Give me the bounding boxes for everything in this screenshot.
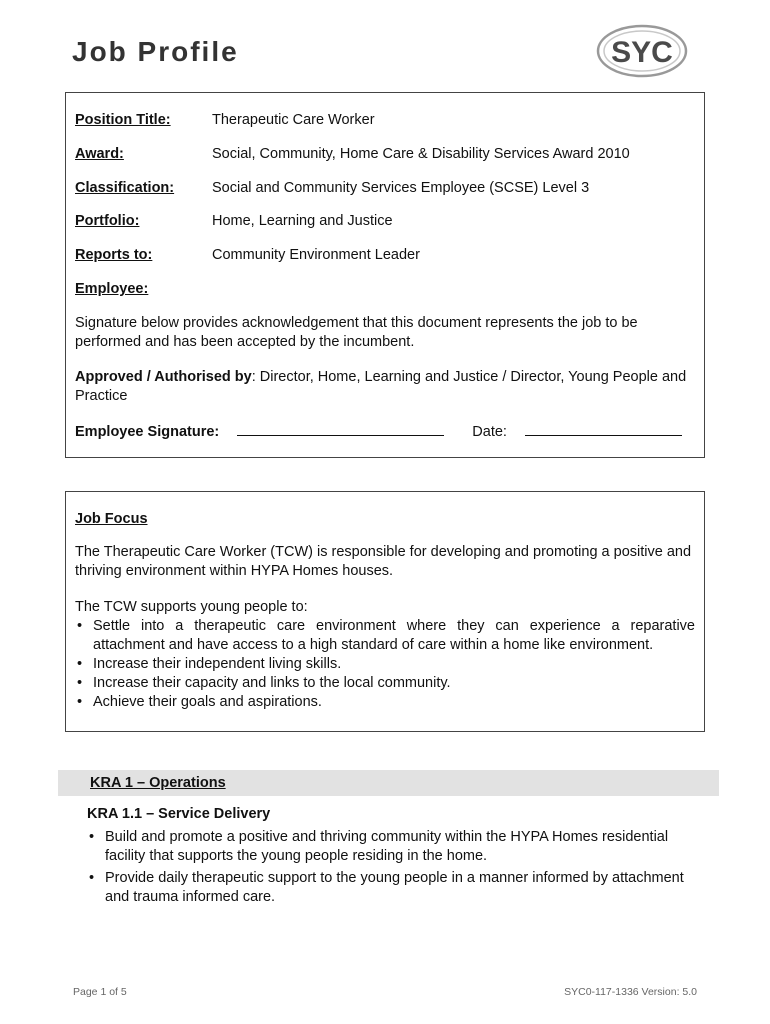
field-value: Social and Community Services Employee (SCSE) Level 3 xyxy=(212,180,590,196)
field-label: Portfolio: xyxy=(75,213,140,229)
list-item: • Settle into a therapeutic care environment where they can experience a reparative attachment and have access to a high standard of care within a home like environment. xyxy=(75,617,695,655)
field-label: Position Title: xyxy=(75,112,171,128)
supports-intro: The TCW supports young people to: xyxy=(75,599,308,615)
approved-value: : Director, Home, Learning and Justice / Director, Young People and Practice xyxy=(75,369,687,404)
field-label: Award: xyxy=(75,146,124,162)
list-item: • Build and promote a positive and thriving community within the HYPA Homes residential facility that supports the young people residing in the home. xyxy=(87,828,687,866)
employee-label: Employee: xyxy=(75,281,149,297)
list-item: • Provide daily therapeutic support to the young people in a manner informed by attachment and trauma informed care. xyxy=(87,869,687,907)
field-value: Community Environment Leader xyxy=(212,247,420,263)
kra-sub-heading: KRA 1.1 – Service Delivery xyxy=(87,806,271,822)
supports-list-wrap xyxy=(75,617,695,712)
list-item: • Increase their independent living skills. xyxy=(75,655,695,674)
field-value: Home, Learning and Justice xyxy=(212,213,393,229)
date-label: Date: xyxy=(472,424,507,440)
date-field[interactable] xyxy=(525,421,682,436)
field-value: Social, Community, Home Care & Disability Services Award 2010 xyxy=(212,146,630,162)
list-item: • Achieve their goals and aspirations. xyxy=(75,693,695,712)
employee-signature-field[interactable] xyxy=(237,421,444,436)
job-focus-box xyxy=(65,491,705,732)
position-details-box xyxy=(65,92,705,458)
kra-heading: KRA 1 – Operations xyxy=(58,770,719,796)
signature-row xyxy=(75,421,695,442)
signature-note: Signature below provides acknowledgement that this document represents the job to be performed and has been accepted by the incumbent. xyxy=(75,315,638,350)
kra-list-wrap xyxy=(87,828,687,910)
approved-by xyxy=(75,368,695,406)
field-value: Therapeutic Care Worker xyxy=(212,112,375,128)
page-number: Page 1 of 5 xyxy=(73,986,127,998)
supports-list xyxy=(75,617,695,712)
document-reference: SYC0-117-1336 Version: 5.0 xyxy=(564,986,697,998)
list-item: • Increase their capacity and links to the local community. xyxy=(75,674,695,693)
approved-label: Approved / Authorised by xyxy=(75,369,252,385)
field-label: Classification: xyxy=(75,180,175,196)
job-focus-heading: Job Focus xyxy=(75,511,148,527)
employee-signature-label: Employee Signature: xyxy=(75,424,220,440)
page-title: Job Profile xyxy=(72,36,239,67)
svg-text:SYC: SYC xyxy=(611,36,673,69)
syc-logo xyxy=(596,24,688,78)
kra-list xyxy=(87,828,687,907)
job-focus-intro: The Therapeutic Care Worker (TCW) is responsible for developing and promoting a positive and thriving environment within HYPA Homes houses. xyxy=(75,544,692,579)
field-label: Reports to: xyxy=(75,247,153,263)
